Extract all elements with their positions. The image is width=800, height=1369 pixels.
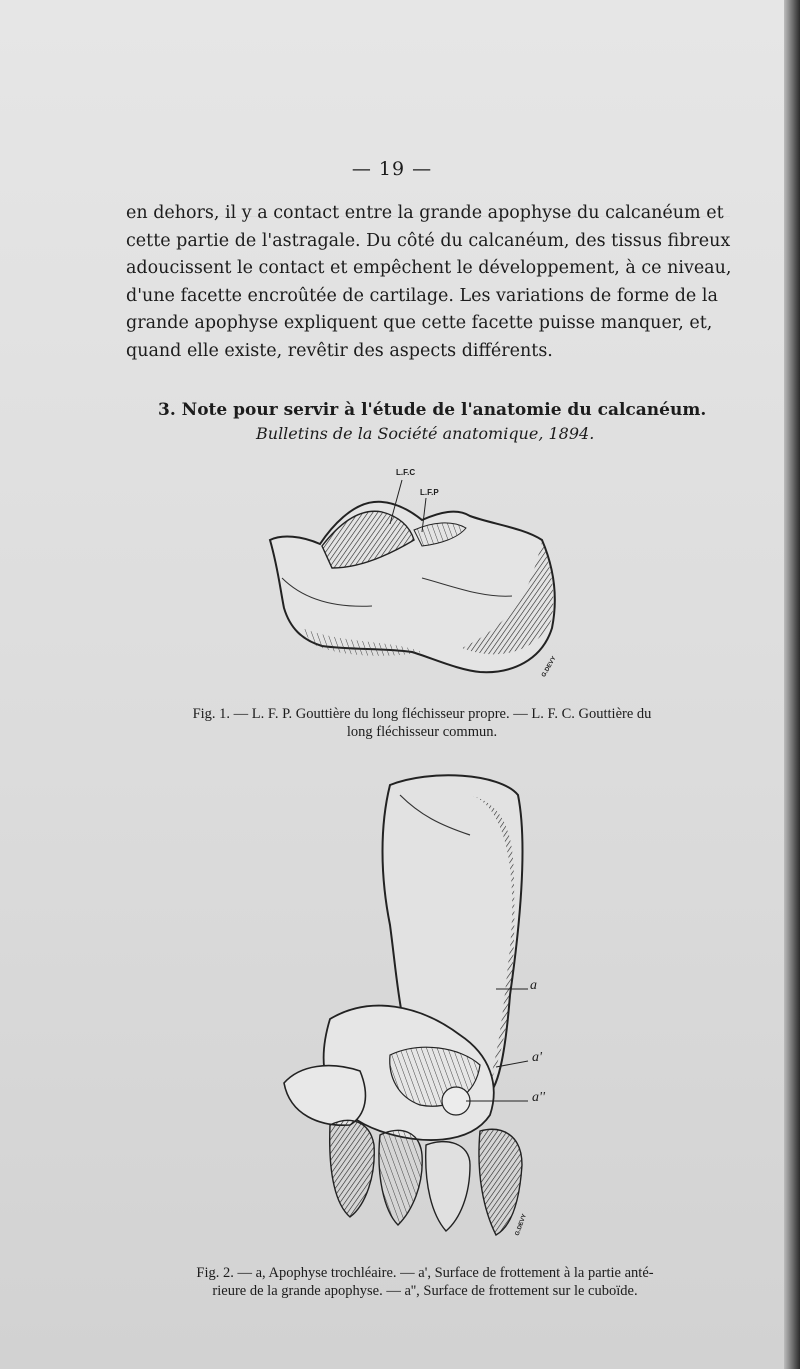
- figure-2-foot-bones-illustration: [270, 765, 540, 1245]
- figure-1-caption: [134, 705, 710, 741]
- bibliography-entry-source: Bulletins de la Société anatomique, 1894.: [256, 424, 595, 443]
- label-lfp: L.F.P: [420, 488, 439, 497]
- paragraph-line: grande apophyse expliquent que cette facette puisse manquer, et,: [126, 313, 713, 333]
- page-edge-shadow: [784, 0, 800, 1369]
- label-a-double-prime: a'': [532, 1090, 545, 1105]
- engraver-signature: G.DEVY: [514, 1213, 529, 1237]
- page-number: — 19 —: [351, 158, 433, 180]
- caption-line: long fléchisseur commun.: [346, 724, 498, 740]
- caption-line: Fig. 2. — a, Apophyse trochléaire. — a', Surface de frottement à la partie anté-: [196, 1265, 654, 1281]
- caption-line: rieure de la grande apophyse. — a'', Surface de frottement sur le cuboïde.: [212, 1283, 638, 1299]
- figure-2-caption: [130, 1264, 720, 1300]
- label-lfc: L.F.C: [396, 468, 416, 477]
- paragraph: [126, 200, 732, 365]
- paragraph-line: en dehors, il y a contact entre la grande apophyse du calcanéum et: [126, 203, 724, 223]
- label-a: a: [530, 978, 537, 993]
- paragraph-line: adoucissent le contact et empêchent le développement, à ce niveau,: [126, 258, 732, 278]
- figure-1-calcaneus-illustration: [262, 468, 562, 678]
- label-a-prime: a': [532, 1050, 542, 1065]
- paragraph-line: d'une facette encroûtée de cartilage. Les variations de forme de la: [126, 285, 718, 306]
- bibliography-entry-title: 3. Note pour servir à l'étude de l'anatomie du calcanéum.: [158, 400, 707, 420]
- paragraph-line: cette partie de l'astragale. Du côté du calcanéum, des tissus fibreux: [126, 230, 731, 251]
- caption-line: Fig. 1. — L. F. P. Gouttière du long fléchisseur propre. — L. F. C. Gouttière du: [192, 706, 652, 722]
- paragraph-line: quand elle existe, revêtir des aspects différents.: [126, 340, 553, 361]
- engraver-signature: G.DEVY: [541, 655, 558, 679]
